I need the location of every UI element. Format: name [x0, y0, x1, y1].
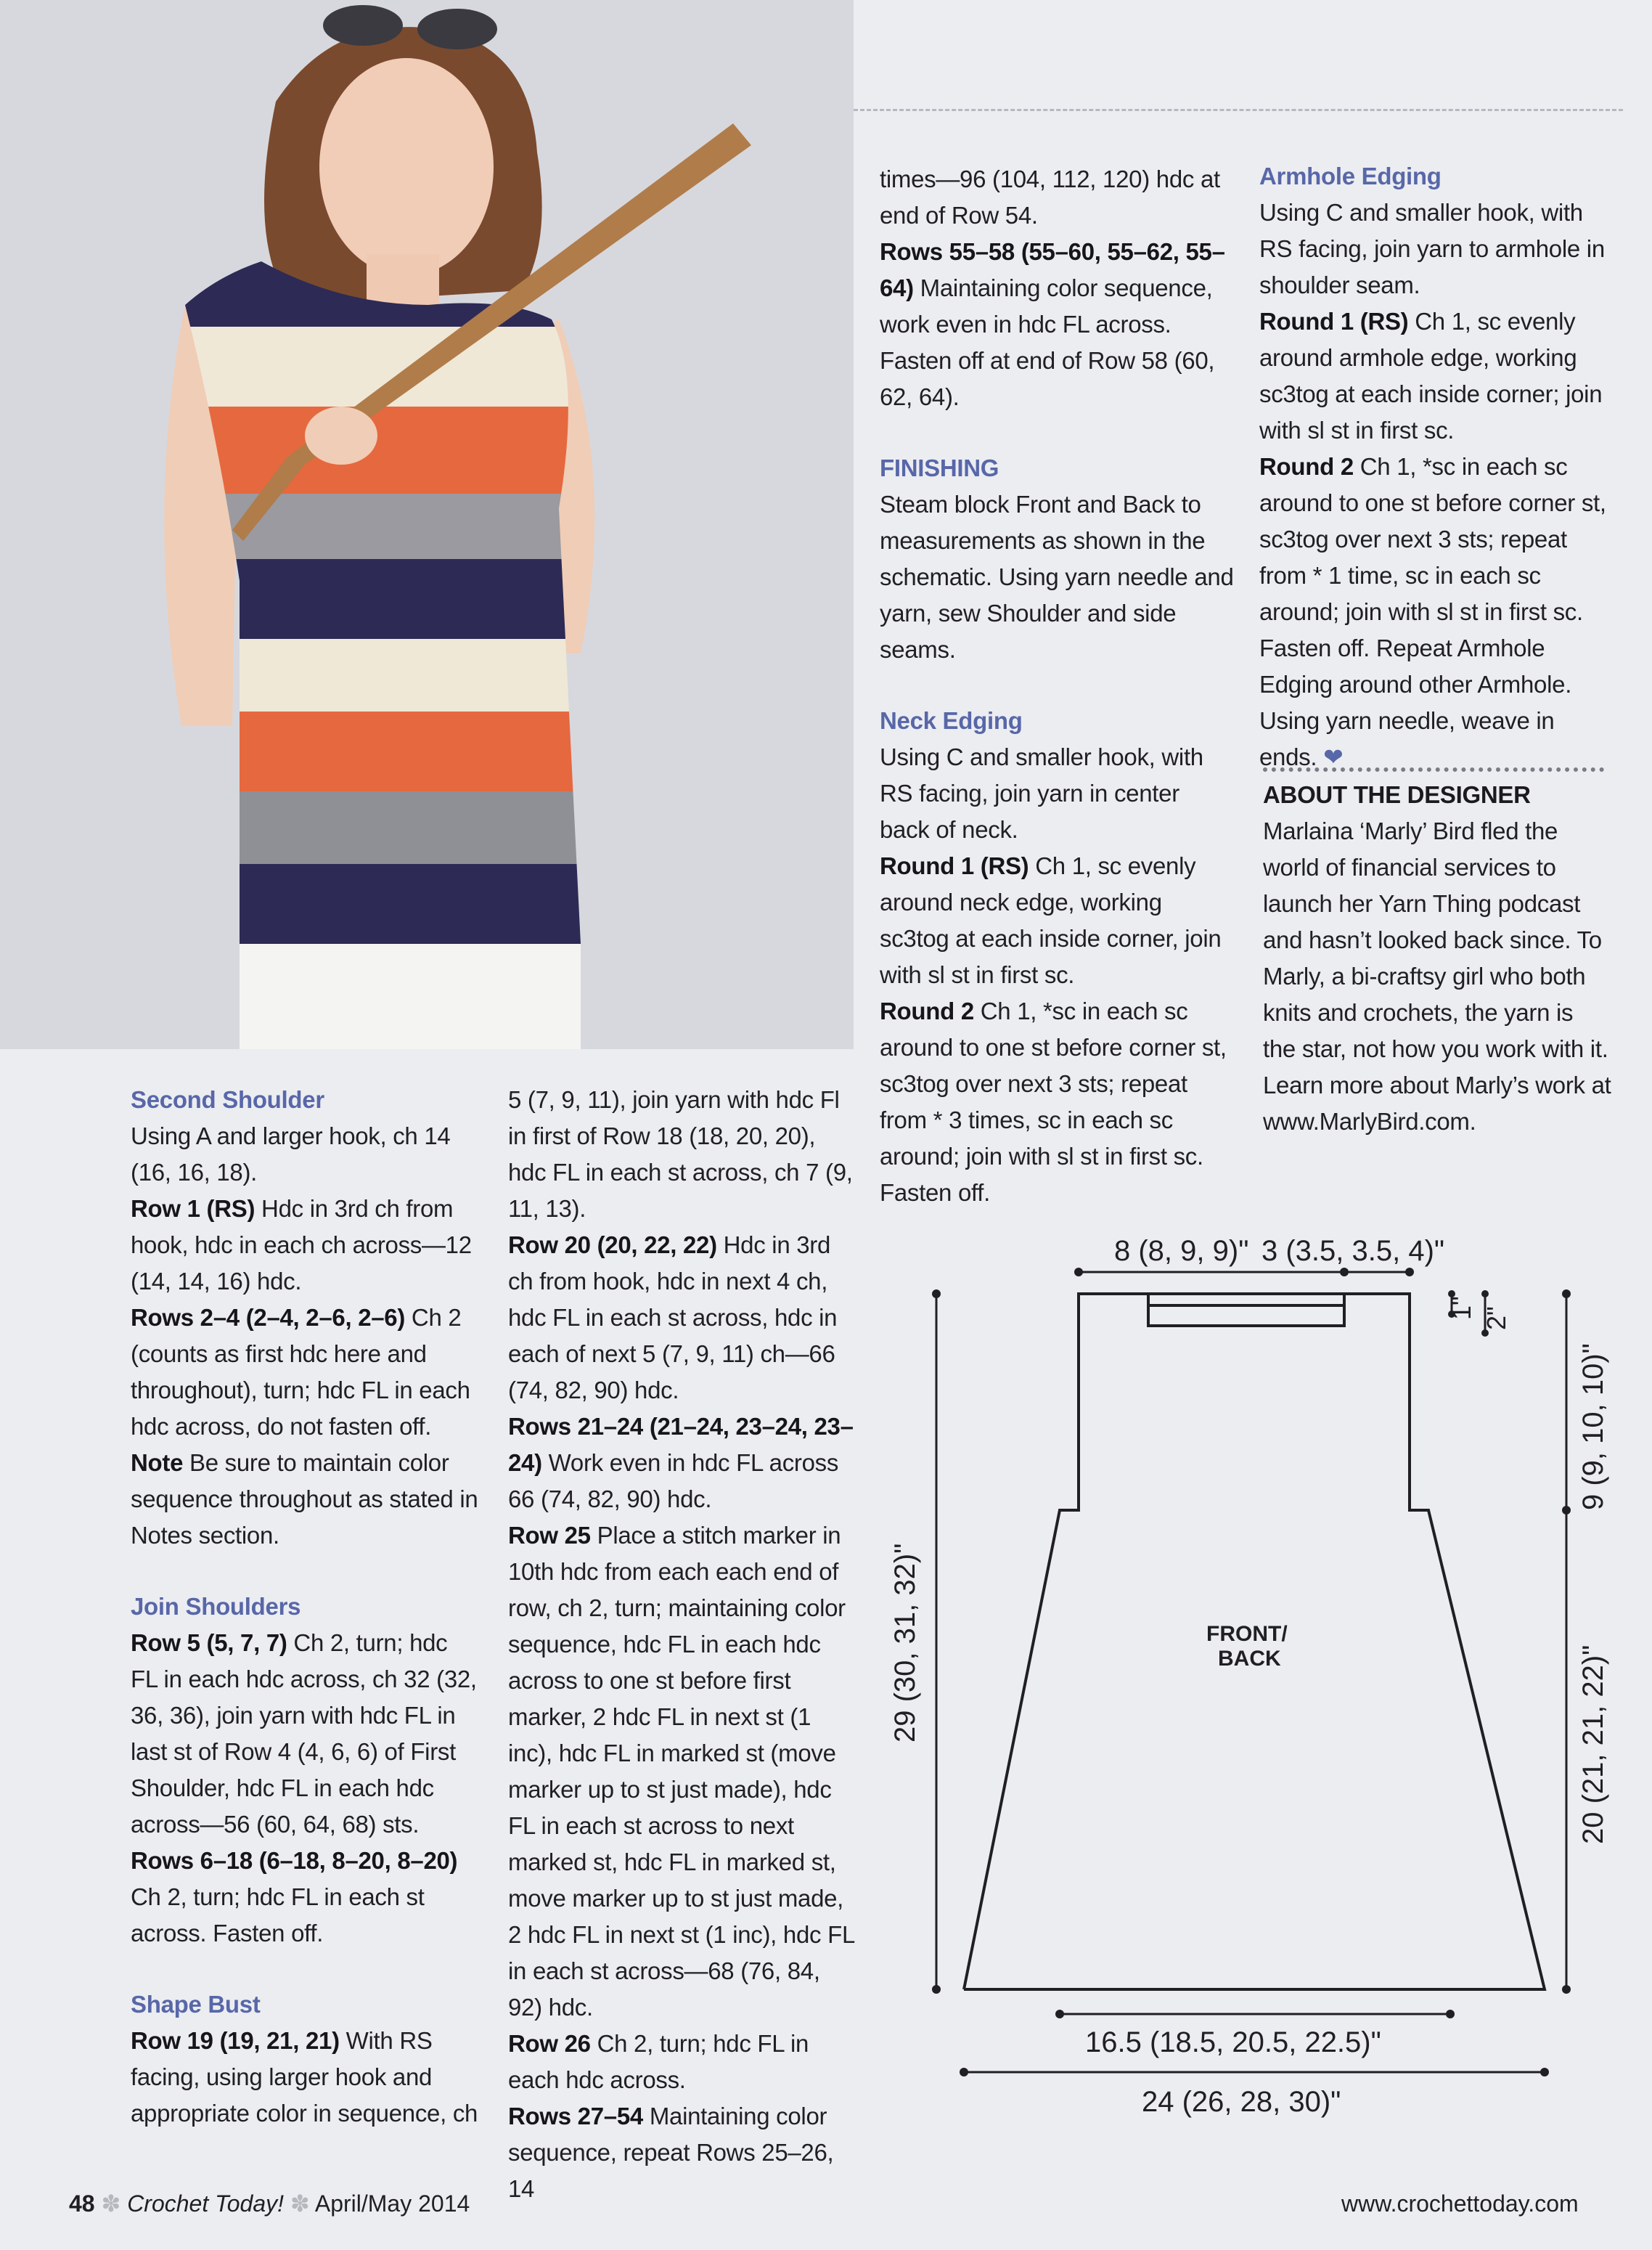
issue-date: April/May 2014	[314, 2190, 470, 2217]
about-text: Marlaina ‘Marly’ Bird fled the world of financial services to launch her Yarn Thing podcast and hasn’t looked back since. To Marly, a bi-craftsy girl who both knits and crochets, the yarn is the star, not how you work with it. Learn more about Marly’s work at www.MarlyBird.com.	[1263, 818, 1611, 1135]
about-designer-heading: ABOUT THE DESIGNER	[1263, 781, 1531, 808]
dim-2: 2"	[1481, 1306, 1511, 1330]
snowflake-icon: ✽	[290, 2190, 315, 2217]
body-text: 5 (7, 9, 11), join yarn with hdc Fl in first of Row 18 (18, 20, 20), hdc FL in each st across, ch 7 (9, 11, 13).	[508, 1086, 853, 1222]
body-text: Using C and smaller hook, with RS facing, join yarn to armhole in shoulder seam.	[1259, 199, 1605, 298]
model-photo	[0, 0, 854, 1049]
row-instruction: Rows 6–18 (6–18, 8–20, 8–20) Ch 2, turn; hdc FL in each st across. Fasten off.	[131, 1847, 458, 1947]
row-instruction: Row 25 Place a stitch marker in 10th hdc from each each end of row, ch 2, turn; maintaining color sequence, hdc FL in each hdc across to one st before first marker, 2 hdc FL in next st (1 inc), hdc FL in marked st (move marker up to st just made), hdc FL in each st across to next marked st, hdc FL in marked st, move marker up to st just made, 2 hdc FL in next st (1 inc), hdc FL in each st across—68 (76, 84, 92) hdc.	[508, 1522, 854, 2021]
dotted-divider-top	[854, 109, 1623, 111]
dim-top-left: 8 (8, 9, 9)"	[1114, 1235, 1249, 1267]
column-1	[131, 1082, 479, 2132]
armhole-edging-heading: Armhole Edging	[1259, 163, 1442, 189]
magazine-name: Crochet Today!	[127, 2190, 285, 2217]
model-illustration	[0, 0, 854, 1049]
face	[319, 58, 494, 276]
row-instruction: Rows 55–58 (55–60, 55–62, 55–64) Maintaining color sequence, work even in hdc FL across. Fasten off at end of Row 58 (60, 62, 64).	[880, 238, 1225, 410]
row-instruction: Rows 27–54 Maintaining color sequence, repeat Rows 25–26, 14	[508, 2103, 834, 2202]
row-instruction: Row 26 Ch 2, turn; hdc FL in each hdc across.	[508, 2030, 809, 2093]
label-back: BACK	[1218, 1647, 1281, 1671]
dim-right-top: 9 (9, 10, 10)"	[1577, 1343, 1609, 1510]
row-instruction: Rows 21–24 (21–24, 23–24, 23–24) Work even in hdc FL across 66 (74, 82, 90) hdc.	[508, 1413, 854, 1512]
finishing-heading: FINISHING	[880, 455, 999, 481]
dim-1: 1"	[1447, 1296, 1476, 1320]
hand	[305, 407, 377, 465]
page-number: 48	[69, 2190, 95, 2217]
heart-icon: ❤	[1323, 743, 1344, 770]
dim-left: 29 (30, 31, 32)"	[889, 1543, 921, 1742]
dotted-divider-about	[1263, 767, 1604, 772]
body-text: times—96 (104, 112, 120) hdc at end of Row 54.	[880, 166, 1220, 229]
column-3	[880, 161, 1235, 1211]
sunglasses	[323, 5, 403, 46]
dim-top-right: 3 (3.5, 3.5, 4)"	[1262, 1235, 1445, 1267]
second-shoulder-heading: Second Shoulder	[131, 1086, 324, 1113]
label-front: FRONT/	[1206, 1622, 1288, 1646]
row-instruction: Rows 2–4 (2–4, 2–6, 2–6) Ch 2 (counts as first hdc here and throughout), turn; hdc FL in each hdc across, do not fasten off.	[131, 1304, 470, 1440]
column-2	[508, 1082, 856, 2207]
pants	[240, 944, 581, 1049]
dim-bottom-inner: 16.5 (18.5, 20.5, 22.5)"	[1085, 2026, 1381, 2058]
join-shoulders-heading: Join Shoulders	[131, 1593, 301, 1620]
body-text: Using A and larger hook, ch 14 (16, 16, 18).	[131, 1122, 451, 1186]
row-instruction: Row 5 (5, 7, 7) Ch 2, turn; hdc FL in each hdc across, ch 32 (32, 36, 36), join yarn with hdc FL in last st of Row 4 (4, 6, 6) of First Shoulder, hdc FL in each hdc across—56 (60, 64, 68) sts.	[131, 1629, 477, 1838]
note-text: Note Be sure to maintain color sequence throughout as stated in Notes section.	[131, 1449, 478, 1549]
column-4	[1259, 158, 1608, 775]
body-text: Using C and smaller hook, with RS facing, join yarn in center back of neck.	[880, 743, 1203, 843]
garment-schematic	[864, 1205, 1633, 2120]
row-instruction: Row 20 (20, 22, 22) Hdc in 3rd ch from hook, hdc in next 4 ch, hdc FL in each st across, hdc in each of next 5 (7, 9, 11) ch—66 (74, 82, 90) hdc.	[508, 1231, 838, 1403]
neck-edging-heading: Neck Edging	[880, 707, 1023, 734]
body-text: Steam block Front and Back to measurements as shown in the schematic. Using yarn needle and yarn, sew Shoulder and side seams.	[880, 491, 1234, 663]
dim-right-bottom: 20 (21, 21, 22)"	[1577, 1644, 1609, 1844]
row-instruction: Row 1 (RS) Hdc in 3rd ch from hook, hdc in each ch across—12 (14, 14, 16) hdc.	[131, 1195, 472, 1295]
round-instruction: Round 1 (RS) Ch 1, sc evenly around armhole edge, working sc3tog at each inside corner; join with sl st in first sc.	[1259, 308, 1603, 444]
round-instruction: Round 2 Ch 1, *sc in each sc around to one st before corner st, sc3tog over next 3 sts; repeat from * 3 times, sc in each sc around; join with sl st in first sc. Fasten off.	[880, 998, 1227, 1206]
website-link[interactable]: www.crochettoday.com	[1341, 2190, 1579, 2217]
shape-bust-heading: Shape Bust	[131, 1991, 261, 2018]
row-instruction: Row 19 (19, 21, 21) With RS facing, using larger hook and appropriate color in sequence, ch	[131, 2027, 478, 2127]
snowflake-icon: ✽	[101, 2190, 128, 2217]
round-instruction: Round 2 Ch 1, *sc in each sc around to one st before corner st, sc3tog over next 3 sts; repeat from * 1 time, sc in each sc around; join with sl st in first sc. Fasten off. Repeat Armhole Edging around other Armhole. Using yarn needle, weave in ends. ❤	[1259, 453, 1606, 770]
about-designer	[1263, 777, 1611, 1140]
round-instruction: Round 1 (RS) Ch 1, sc evenly around neck edge, working sc3tog at each inside corner, join with sl st in first sc.	[880, 852, 1222, 988]
neckline	[1148, 1294, 1344, 1326]
footer-left	[69, 2189, 470, 2218]
dim-bottom-outer: 24 (26, 28, 30)"	[1142, 2086, 1341, 2118]
